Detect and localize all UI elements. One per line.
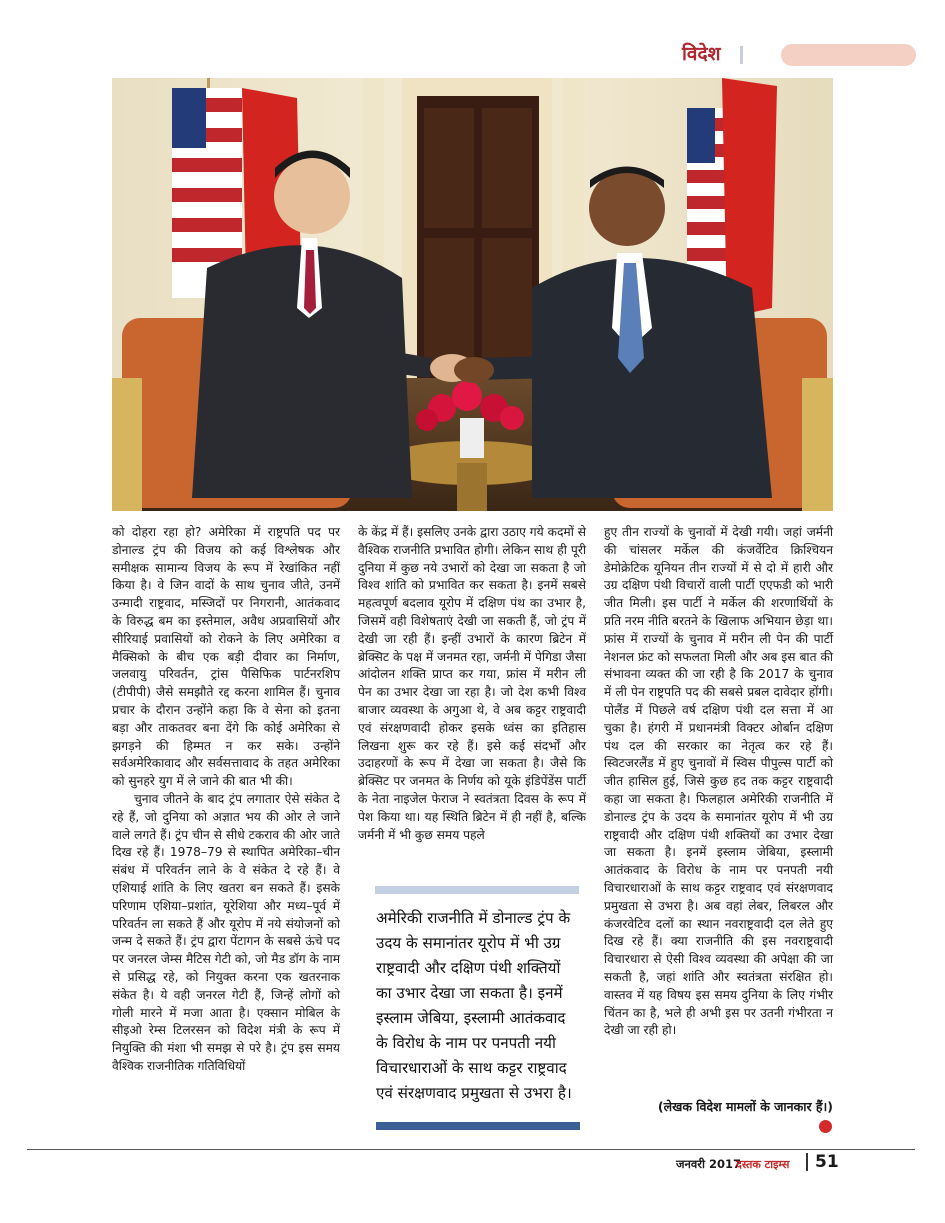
article-column-1 bbox=[112, 524, 340, 1076]
section-label: विदेश bbox=[682, 43, 721, 65]
footer-date: जनवरी 2017 bbox=[676, 1157, 742, 1171]
article-photo bbox=[112, 78, 833, 511]
section-divider bbox=[740, 46, 743, 64]
article-column-2 bbox=[358, 524, 586, 844]
pull-quote-rule-bottom bbox=[376, 1122, 580, 1130]
photo-handshake-icon bbox=[112, 78, 833, 511]
footer-masthead: दस्तक टाइम्स bbox=[736, 1158, 790, 1171]
section-pill bbox=[781, 44, 916, 66]
end-mark-icon bbox=[819, 1120, 832, 1133]
paragraph: चुनाव जीतने के बाद ट्रंप लगातार ऐसे संकेत दे रहे हैं, जो दुनिया को अज्ञात भय की ओर ले जाने वाले लगते हैं। ट्रंप चीन से सीधे टकराव की ओर जाते दिख रहे हैं। 1978–79 से स्थापित अमेरिका–चीन संबंध में परिवर्तन लाने के वे संकेत दे रहे हैं। वे एशियाई शांति के लिए खतरा बन सकते हैं। इसके परिणाम एशिया–प्रशांत, यूरेशिया और मध्य–पूर्व में परिवर्तन ला सकते हैं और यूरोप में नये संयोजनों को जन्म दे सकते हैं। ट्रंप द्वारा पेंटागन के सबसे ऊंचे पद पर जनरल जेम्स मैटिस गेटी को, जो मैड डॉग के नाम से प्रसिद्ध रहे, को नियुक्त करना एक खतरनाक संकेत है। ये वही जनरल गेटी हैं, जिन्हें लोगों को गोली मारने में मजा आता है। एक्सान मोबिल के सीइओ रेम्स टिलरसन को विदेश मंत्री के रूप में नियुक्ति की मंशा भी समझ से परे है। ट्रंप इस समय वैश्विक राजनीतिक गतिविधियों bbox=[112, 791, 340, 1073]
pull-quote: अमेरिकी राजनीति में डोनाल्ड ट्रंप के उदय के समानांतर यूरोप में भी उग्र राष्ट्रवादी और दक्षिण पंथी शक्तियों का उभार देखा जा सकता है। इनमें इस्लाम जेबिया, इस्लामी आतंकवाद के विरोध के नाम पर पनपती नयी विचारधाराओं के साथ कट्टर राष्ट्रवाद एवं संरक्षणवाद प्रमुखता से उभरा है। bbox=[376, 909, 572, 1102]
paragraph: को दोहरा रहा हो? अमेरिका में राष्ट्रपति पद पर डोनाल्ड ट्रंप की विजय को कई विश्लेषक और समीक्षक सामान्य विजय के रूप में रेखांकित नहीं किया है। वे जिन वादों के साथ चुनाव जीते, उनमें उन्मादी राष्ट्रवाद, मस्जिदों पर निगरानी, आतंकवाद के विरुद्ध बम का इस्तेमाल, अवैध अप्रवासियों और सीरियाई प्रवासियों को रोकने के लिए अमेरिका व मैक्सिको के बीच एक बड़ी दीवार का निर्माण, जलवायु परिवर्तन, ट्रांस पैसिफिक पार्टनरशिप (टीपीपी) जैसे समझौते रद्द करना शामिल हैं। चुनाव प्रचार के दौरान उन्होंने कहा कि वे सेना को इतना बड़ा और ताकतवर बना देंगे कि कोई अमेरिका से झगड़ने की हिम्मत न कर सके। उन्होंने सर्वअमेरिकावाद और सर्वसत्तावाद के तहत अमेरिका को सुनहरे युग में ले जाने की बात भी की। bbox=[112, 525, 340, 789]
article-column-3 bbox=[604, 524, 833, 1040]
footer-rule bbox=[27, 1149, 915, 1150]
page-number: 51 bbox=[815, 1152, 839, 1172]
paragraph: के केंद्र में हैं। इसलिए उनके द्वारा उठाए गये कदमों से वैश्विक राजनीति प्रभावित होगी। लेकिन साथ ही पूरी दुनिया में कुछ नये उभारों को देखा जा सकता है जो विश्व शांति को प्रभावित कर सकता है। इनमें सबसे महत्वपूर्ण बदलाव यूरोप में दक्षिण पंथ का उभार है, जिसमें वही विशेषताएं देखी जा सकती हैं, जो ट्रंप में देखी जा रही हैं। इन्हीं उभारों के कारण ब्रिटेन में ब्रेक्सिट के पक्ष में जनमत रहा, जर्मनी में पेगिडा जैसा आंदोलन शक्ति प्राप्त कर गया, फ्रांस में मरीन ली पेन का उभार देखा जा रहा है। जो देश कभी विश्व बाजार व्यवस्था के अगुआ थे, वे अब कट्टर राष्ट्रवादी एवं संरक्षणवादी होकर इसके ध्वंस का इतिहास लिखना शुरू कर रहे हैं। इसे कई संदर्भों और उदाहरणों के रूप में देखा जा सकता है। जैसे कि ब्रेक्सिट पर जनमत के निर्णय को यूके इंडिपेंडेंस पार्टी के नेता नाइजेल फेराज ने स्वतंत्रता दिवस के रूप में पेश किया था। यह स्थिति ब्रिटेन में ही नहीं है, बल्कि जर्मनी में भी कुछ समय पहले bbox=[358, 525, 586, 842]
pull-quote-rule-top bbox=[375, 886, 579, 894]
footer-separator bbox=[806, 1153, 808, 1171]
author-byline: (लेखक विदेश मामलों के जानकार हैं।) bbox=[657, 1099, 833, 1114]
paragraph: हुए तीन राज्यों के चुनावों में देखी गयी। जहां जर्मनी की चांसलर मर्केल की कंजर्वेटिव क्रिश्चियन डेमोक्रेटिक यूनियन तीन राज्यों में से दो में हारी और उग्र दक्षिण पंथी विचारों वाली पार्टी एएफडी को भारी जीत मिली। इस पार्टी ने मर्केल की शरणार्थियों के प्रति नरम नीति बरतने के खिलाफ अभियान छेड़ा था। फ्रांस में राज्यों के चुनाव में मरीन ली पेन की पार्टी नेशनल फ्रंट को सफलता मिली और अब इस बात की संभावना व्यक्त की जा रही है कि 2017 के चुनाव में ली पेन राष्ट्रपति पद की सबसे प्रबल दावेदार होंगी। पोलैंड में पिछले वर्ष दक्षिण पंथी दल सत्ता में आ चुका है। हंगरी में प्रधानमंत्री विक्टर ओर्बान दक्षिण पंथ दल की सरकार का नेतृत्व कर रहे हैं। स्विटजरलैंड में हुए चुनावों में स्विस पीपुल्स पार्टी को जीत हासिल हुई, जिसे कुछ हद तक कट्टर राष्ट्रवादी कहा जा सकता है। फिलहाल अमेरिकी राजनीति में डोनाल्ड ट्रंप के उदय के समानांतर यूरोप में भी उग्र राष्ट्रवादी और दक्षिण पंथी शक्तियों का उभार देखा जा सकता है। इनमें इस्लाम जेबिया, इस्लामी आतंकवाद के विरोध के नाम पर पनपती नयी विचारधाराओं के साथ कट्टर राष्ट्रवाद एवं संरक्षणवाद प्रमुखता से उभरा है। अब वहां लेबर, लिबरल और कंजरवेटिव दलों का स्थान नवराष्ट्रवादी दल लेते हुए दिख रहे हैं। क्या राजनीति की इस नवराष्ट्रवादी विचारधारा से ऐसी विश्व व्यवस्था की अपेक्षा की जा सकती है, जहां शांति और स्वतंत्रता संरक्षित हो। वास्तव में यह विषय इस समय दुनिया के लिए गंभीर चिंतन का है, भले ही अभी इस पर उतनी गंभीरता न देखी जा रही हो। bbox=[604, 525, 833, 1038]
